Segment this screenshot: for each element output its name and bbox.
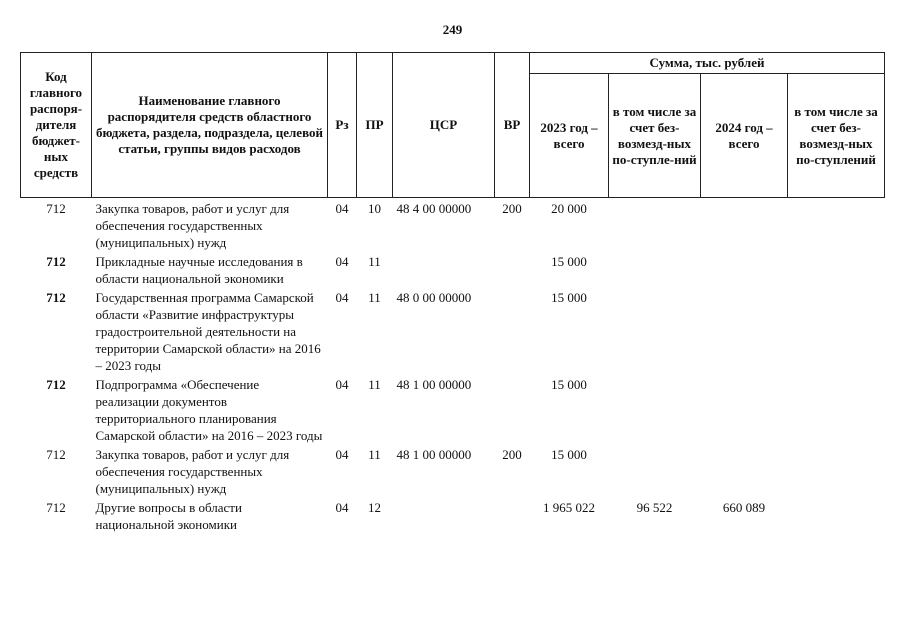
- cell-2023-free: 96 522: [636, 500, 673, 515]
- cell-rz: 04: [335, 377, 349, 392]
- cell-csr: 48 0 00 00000: [396, 290, 472, 305]
- cell-2024-total: [701, 446, 788, 499]
- cell-2023-total: 1 965 022: [543, 500, 595, 515]
- cell-2023-total: 20 000: [551, 201, 587, 216]
- cell-2024-total: [701, 253, 788, 289]
- cell-2024-total: 660 089: [722, 500, 766, 515]
- cell-pr: 11: [368, 447, 381, 462]
- header-rz: Рз: [328, 53, 357, 198]
- table-row: [21, 499, 885, 535]
- cell-pr: 11: [368, 377, 381, 392]
- cell-pr: 10: [368, 201, 381, 216]
- cell-rz: 04: [335, 290, 349, 305]
- cell-csr: 48 1 00 00000: [396, 377, 472, 392]
- page-number: 249: [442, 22, 463, 37]
- table-row: [21, 289, 885, 376]
- cell-2023-free: [609, 289, 701, 376]
- cell-pr: 11: [368, 254, 381, 269]
- cell-vr: [495, 253, 530, 289]
- table-row: [21, 253, 885, 289]
- cell-code: 712: [46, 377, 66, 392]
- cell-code: 712: [46, 447, 66, 462]
- cell-2024-free: [788, 446, 885, 499]
- cell-2023-total: 15 000: [551, 290, 587, 305]
- cell-csr: [393, 499, 495, 535]
- cell-2023-free: [609, 253, 701, 289]
- cell-csr: 48 4 00 00000: [396, 201, 472, 216]
- table-header: [21, 53, 885, 198]
- cell-2023-total: 15 000: [551, 447, 587, 462]
- cell-2024-free: [788, 499, 885, 535]
- cell-pr: 12: [368, 500, 381, 515]
- table-row: [21, 376, 885, 446]
- header-code: Код главного распоря-дителя бюджет-ных средств: [21, 53, 92, 198]
- table-row: [21, 446, 885, 499]
- cell-2024-free: [788, 198, 885, 254]
- cell-rz: 04: [335, 447, 349, 462]
- cell-vr: 200: [502, 201, 522, 216]
- cell-vr: [495, 499, 530, 535]
- cell-code: 712: [46, 254, 66, 269]
- cell-2023-free: [609, 446, 701, 499]
- header-csr: ЦСР: [393, 53, 495, 198]
- cell-name: Другие вопросы в области национальной экономики: [95, 500, 242, 532]
- cell-name: Закупка товаров, работ и услуг для обеспечения государственных (муниципальных) нужд: [95, 447, 290, 496]
- cell-2024-free: [788, 376, 885, 446]
- cell-code: 712: [46, 201, 66, 216]
- cell-code: 712: [46, 500, 66, 515]
- header-2023-free: в том числе за счет без-возмезд-ных по-ступле-ний: [609, 74, 701, 198]
- cell-2024-total: [701, 198, 788, 254]
- cell-csr: [393, 253, 495, 289]
- cell-2023-total: 15 000: [551, 377, 587, 392]
- cell-2023-free: [609, 376, 701, 446]
- cell-2024-free: [788, 253, 885, 289]
- budget-table: [20, 52, 885, 535]
- header-2023-total: 2023 год – всего: [530, 74, 609, 198]
- cell-csr: 48 1 00 00000: [396, 447, 472, 462]
- cell-name: Подпрограмма «Обеспечение реализации документов территориального планирования Самарской области» на 2016 – 2023 годы: [95, 377, 323, 443]
- table-row: [21, 198, 885, 254]
- header-2024-total: 2024 год – всего: [701, 74, 788, 198]
- cell-2023-total: 15 000: [551, 254, 587, 269]
- header-sum: Сумма, тыс. рублей: [530, 53, 885, 74]
- cell-code: 712: [46, 290, 66, 305]
- cell-rz: 04: [335, 201, 349, 216]
- cell-vr: 200: [502, 447, 522, 462]
- cell-2023-free: [609, 198, 701, 254]
- cell-2024-total: [701, 376, 788, 446]
- cell-rz: 04: [335, 254, 349, 269]
- cell-2024-free: [788, 289, 885, 376]
- table-body: [21, 198, 885, 536]
- header-vr: ВР: [495, 53, 530, 198]
- header-name: Наименование главного распорядителя средств областного бюджета, раздела, подраздела, целевой статьи, группы видов расходов: [92, 53, 328, 198]
- cell-name: Государственная программа Самарской области «Развитие инфраструктуры градостроительной деятельности на территории Самарской области» на 2016 – 2023 годы: [95, 290, 321, 373]
- cell-name: Прикладные научные исследования в области национальной экономики: [95, 254, 303, 286]
- cell-vr: [495, 376, 530, 446]
- cell-name: Закупка товаров, работ и услуг для обеспечения государственных (муниципальных) нужд: [95, 201, 290, 250]
- cell-pr: 11: [368, 290, 381, 305]
- cell-2024-total: [701, 289, 788, 376]
- cell-vr: [495, 289, 530, 376]
- cell-rz: 04: [335, 500, 349, 515]
- header-2024-free: в том числе за счет без-возмезд-ных по-ступлений: [788, 74, 885, 198]
- header-pr: ПР: [357, 53, 393, 198]
